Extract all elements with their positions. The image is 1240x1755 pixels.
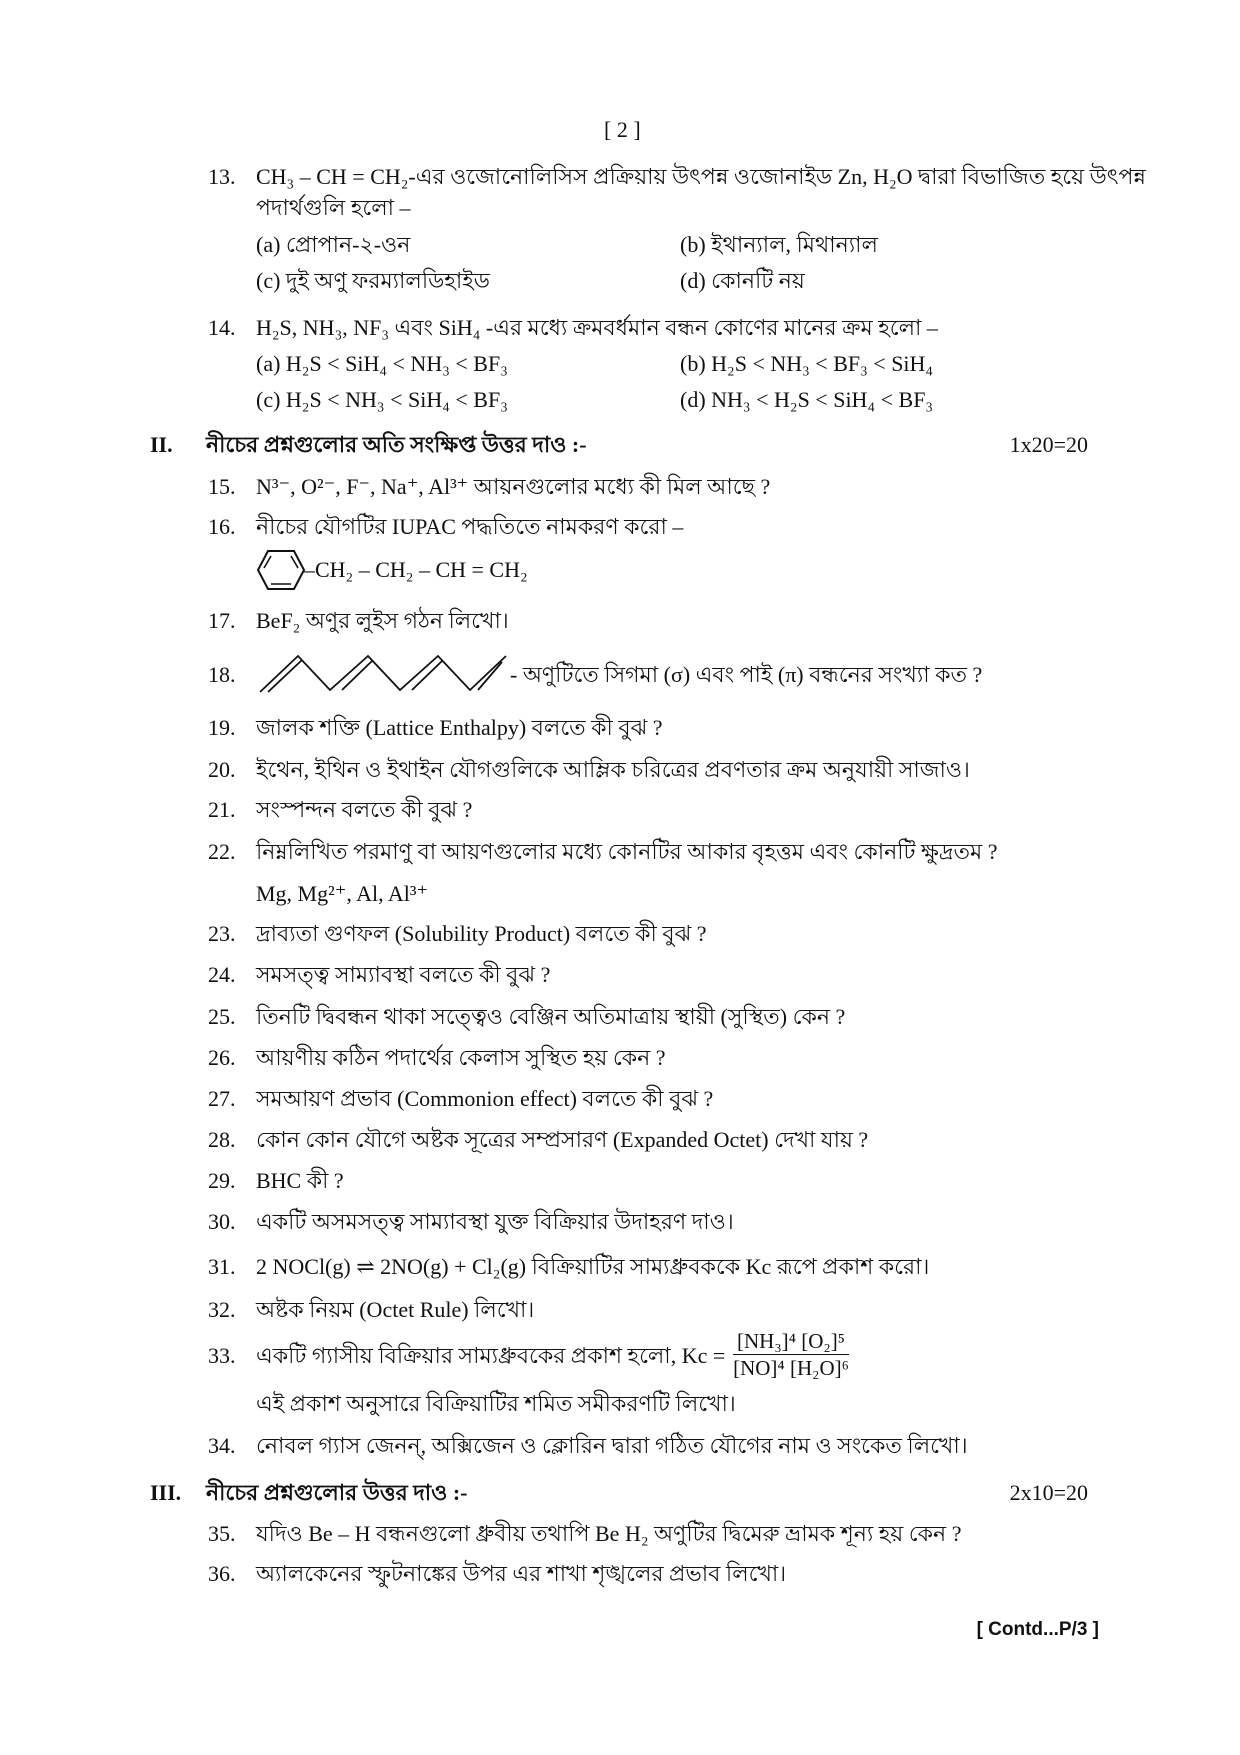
q27-number: 27.	[208, 1086, 236, 1111]
q29-number: 29.	[208, 1168, 236, 1193]
q16-formula: –CH₂ – CH₂ – CH = CH₂	[304, 557, 528, 582]
q19-number: 19.	[208, 715, 236, 740]
q25-text: তিনটি দ্বিবন্ধন থাকা সত্ত্বেও বেঞ্জিন অতিমাত্রায় স্থায়ী (সুস্থিত) কেন ?	[256, 1004, 846, 1029]
q30-number: 30.	[208, 1209, 236, 1234]
q13-text: CH₃ – CH = CH₂-এর ওজোনোলিসিস প্রক্রিয়ায় উৎপন্ন ওজোনাইড Zn, H₂O দ্বারা বিভাজিত হয়ে উৎপন্ন	[256, 164, 1146, 189]
q35-text: যদিও Be – H বন্ধনগুলো ধ্রুবীয় তথাপি Be H₂ অণুটির দ্বিমেরু ভ্রামক শূন্য হয় কেন ?	[256, 1521, 962, 1546]
page-number: [ 2 ]	[604, 117, 641, 142]
q34-text: নোবল গ্যাস জেনন্, অক্সিজেন ও ক্লোরিন দ্বারা গঠিত যৌগের নাম ও সংকেত লিখো।	[256, 1433, 968, 1458]
q15-text: N³⁻, O²⁻, F⁻, Na⁺, Al³⁺ আয়নগুলোর মধ্যে কী মিল আছে ?	[256, 474, 771, 499]
triene-zigzag-structure-icon	[258, 652, 508, 694]
q16-number: 16.	[208, 514, 236, 539]
q31-number: 31.	[208, 1254, 236, 1279]
q35-number: 35.	[208, 1521, 236, 1546]
q16-text: নীচের যৌগটির IUPAC পদ্ধতিতে নামকরণ করো –	[256, 514, 684, 539]
q13-option-c: (c) দুই অণু ফরম্যালডিহাইড	[256, 268, 490, 293]
q14-option-b: (b) H₂S < NH₃ < BF₃ < SiH₄	[680, 351, 934, 376]
q14-text: H₂S, NH₃, NF₃ এবং SiH₄ -এর মধ্যে ক্রমবর্ধমান বন্ধন কোণের মানের ক্রম হলো –	[256, 315, 938, 340]
q24-number: 24.	[208, 962, 236, 987]
q20-text: ইথেন, ইথিন ও ইথাইন যৌগগুলিকে আম্লিক চরিত্রের প্রবণতার ক্রম অনুযায়ী সাজাও।	[256, 757, 970, 782]
kc-fraction	[733, 1328, 849, 1381]
q23-text: দ্রাব্যতা গুণফল (Solubility Product) বলতে কী বুঝ ?	[256, 921, 707, 946]
q22-text: নিম্নলিখিত পরমাণু বা আয়ণগুলোর মধ্যে কোনটির আকার বৃহত্তম এবং কোনটি ক্ষুদ্রতম ?	[256, 839, 998, 864]
q14-option-c: (c) H₂S < NH₃ < SiH₄ < BF₃	[256, 387, 508, 412]
q22-number: 22.	[208, 839, 236, 864]
q13-option-b: (b) ইথান্যাল, মিথান্যাল	[680, 232, 878, 257]
q31-text: 2 NOCl(g) ⇌ 2NO(g) + Cl₂(g) বিক্রিয়াটির সাম্যধ্রুবককে Kc রূপে প্রকাশ করো।	[256, 1254, 930, 1279]
q25-number: 25.	[208, 1004, 236, 1029]
section-2-marks: 1x20=20	[1009, 432, 1088, 457]
section-2-roman: II.	[150, 432, 173, 457]
q21-number: 21.	[208, 797, 236, 822]
kc-numerator: [NH₃]⁴ [O₂]⁵	[733, 1328, 849, 1355]
q33-number: 33.	[208, 1343, 236, 1368]
q33-text-2: এই প্রকাশ অনুসারে বিক্রিয়াটির শমিত সমীকরণটি লিখো।	[256, 1391, 736, 1416]
q14-option-a: (a) H₂S < SiH₄ < NH₃ < BF₃	[256, 351, 508, 376]
q36-number: 36.	[208, 1561, 236, 1586]
q17-text: BeF₂ অণুর লুইস গঠন লিখো।	[256, 608, 509, 633]
q15-number: 15.	[208, 474, 236, 499]
q14-number: 14.	[208, 315, 236, 340]
q22-text-2: Mg, Mg²⁺, Al, Al³⁺	[256, 881, 429, 906]
section-3-heading: নীচের প্রশ্নগুলোর উত্তর দাও :-	[206, 1480, 468, 1505]
section-3-roman: III.	[150, 1480, 182, 1505]
q13-option-a: (a) প্রোপান-২-ওন	[256, 232, 411, 257]
q26-text: আয়ণীয় কঠিন পদার্থের কেলাস সুস্থিত হয় কেন ?	[256, 1045, 666, 1070]
q13-number: 13.	[208, 164, 236, 189]
q28-number: 28.	[208, 1127, 236, 1152]
section-2-heading: নীচের প্রশ্নগুলোর অতি সংক্ষিপ্ত উত্তর দাও :-	[206, 432, 587, 457]
q18-text: - অণুটিতে সিগমা (σ) এবং পাই (π) বন্ধনের সংখ্যা কত ?	[510, 662, 983, 687]
q28-text: কোন কোন যৌগে অষ্টক সূত্রের সম্প্রসারণ (Expanded Octet) দেখা যায় ?	[256, 1127, 869, 1152]
q36-text: অ্যালকেনের স্ফুটনাঙ্কের উপর এর শাখা শৃঙ্খলের প্রভাব লিখো।	[256, 1561, 787, 1586]
q14-option-d: (d) NH₃ < H₂S < SiH₄ < BF₃	[680, 387, 934, 412]
q30-text: একটি অসমসত্ত্ব সাম্যাবস্থা যুক্ত বিক্রিয়ার উদাহরণ দাও।	[256, 1209, 734, 1234]
q13-option-d: (d) কোনটি নয়	[680, 268, 805, 293]
q24-text: সমসত্ত্ব সাম্যাবস্থা বলতে কী বুঝ ?	[256, 962, 551, 987]
q21-text: সংস্পন্দন বলতে কী বুঝ ?	[256, 797, 473, 822]
q29-text: BHC কী ?	[256, 1168, 344, 1193]
q18-number: 18.	[208, 662, 236, 687]
kc-denominator: [NO]⁴ [H₂O]⁶	[733, 1356, 849, 1380]
q20-number: 20.	[208, 757, 236, 782]
continued-footer: [ Contd...P/3 ]	[976, 1619, 1099, 1640]
section-3-marks: 2x10=20	[1009, 1480, 1088, 1505]
q32-number: 32.	[208, 1297, 236, 1322]
q13-text-2: পদার্থগুলি হলো –	[256, 195, 411, 220]
q23-number: 23.	[208, 921, 236, 946]
q19-text: জালক শক্তি (Lattice Enthalpy) বলতে কী বুঝ ?	[256, 715, 663, 740]
q33-text: একটি গ্যাসীয় বিক্রিয়ার সাম্যধ্রুবকের প্রকাশ হলো, Kc =	[256, 1343, 726, 1368]
q34-number: 34.	[208, 1433, 236, 1458]
q26-number: 26.	[208, 1045, 236, 1070]
q17-number: 17.	[208, 608, 236, 633]
q27-text: সমআয়ণ প্রভাব (Commonion effect) বলতে কী বুঝ ?	[256, 1086, 714, 1111]
q32-text: অষ্টক নিয়ম (Octet Rule) লিখো।	[256, 1297, 535, 1322]
benzene-ring-icon	[256, 548, 306, 592]
